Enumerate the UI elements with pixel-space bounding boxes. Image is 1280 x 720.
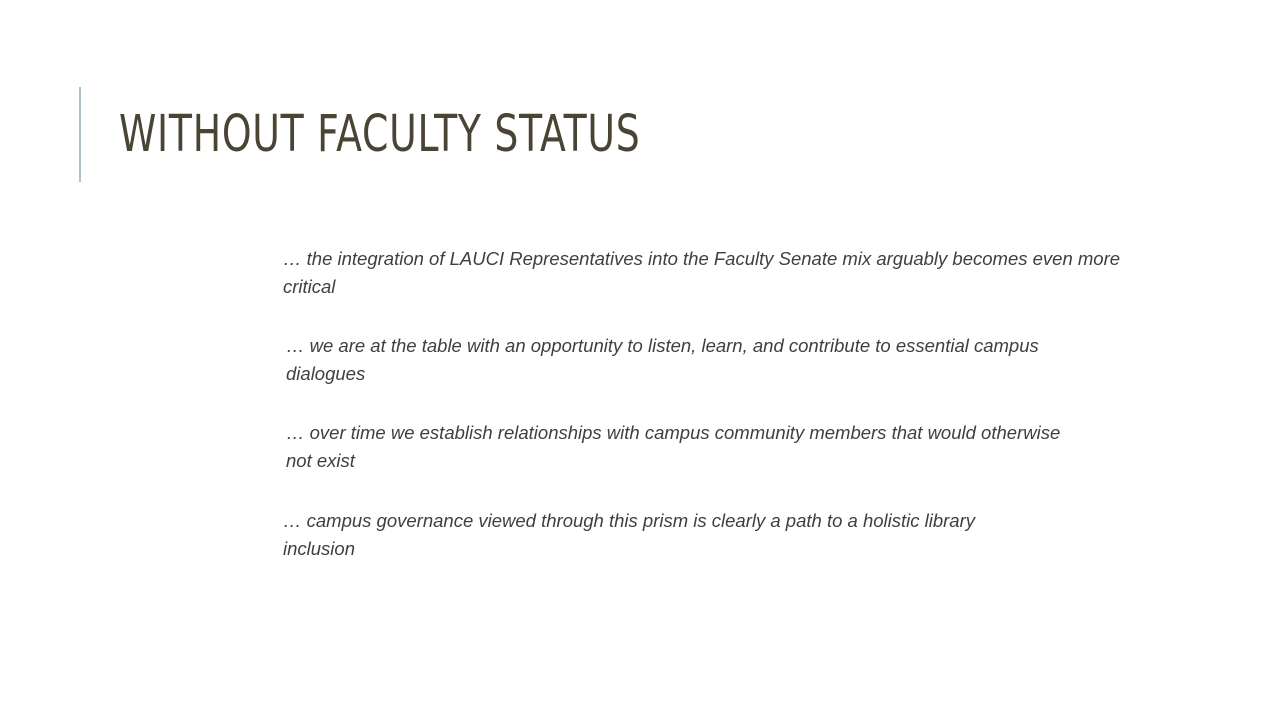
- bullet-text: … campus governance viewed through this prism is clearly a path to a holistic library inclusion: [283, 510, 976, 559]
- slide-title: WITHOUT FACULTY STATUS: [119, 105, 641, 164]
- bullet-text: … we are at the table with an opportunity to listen, learn, and contribute to essential campus dialogues: [286, 335, 1039, 384]
- title-accent-line: [79, 87, 81, 182]
- bullet-text: … over time we establish relationships with campus community members that would otherwise not exist: [286, 422, 1061, 471]
- bullet-text: … the integration of LAUCI Representatives into the Faculty Senate mix arguably becomes even more critical: [283, 248, 1121, 297]
